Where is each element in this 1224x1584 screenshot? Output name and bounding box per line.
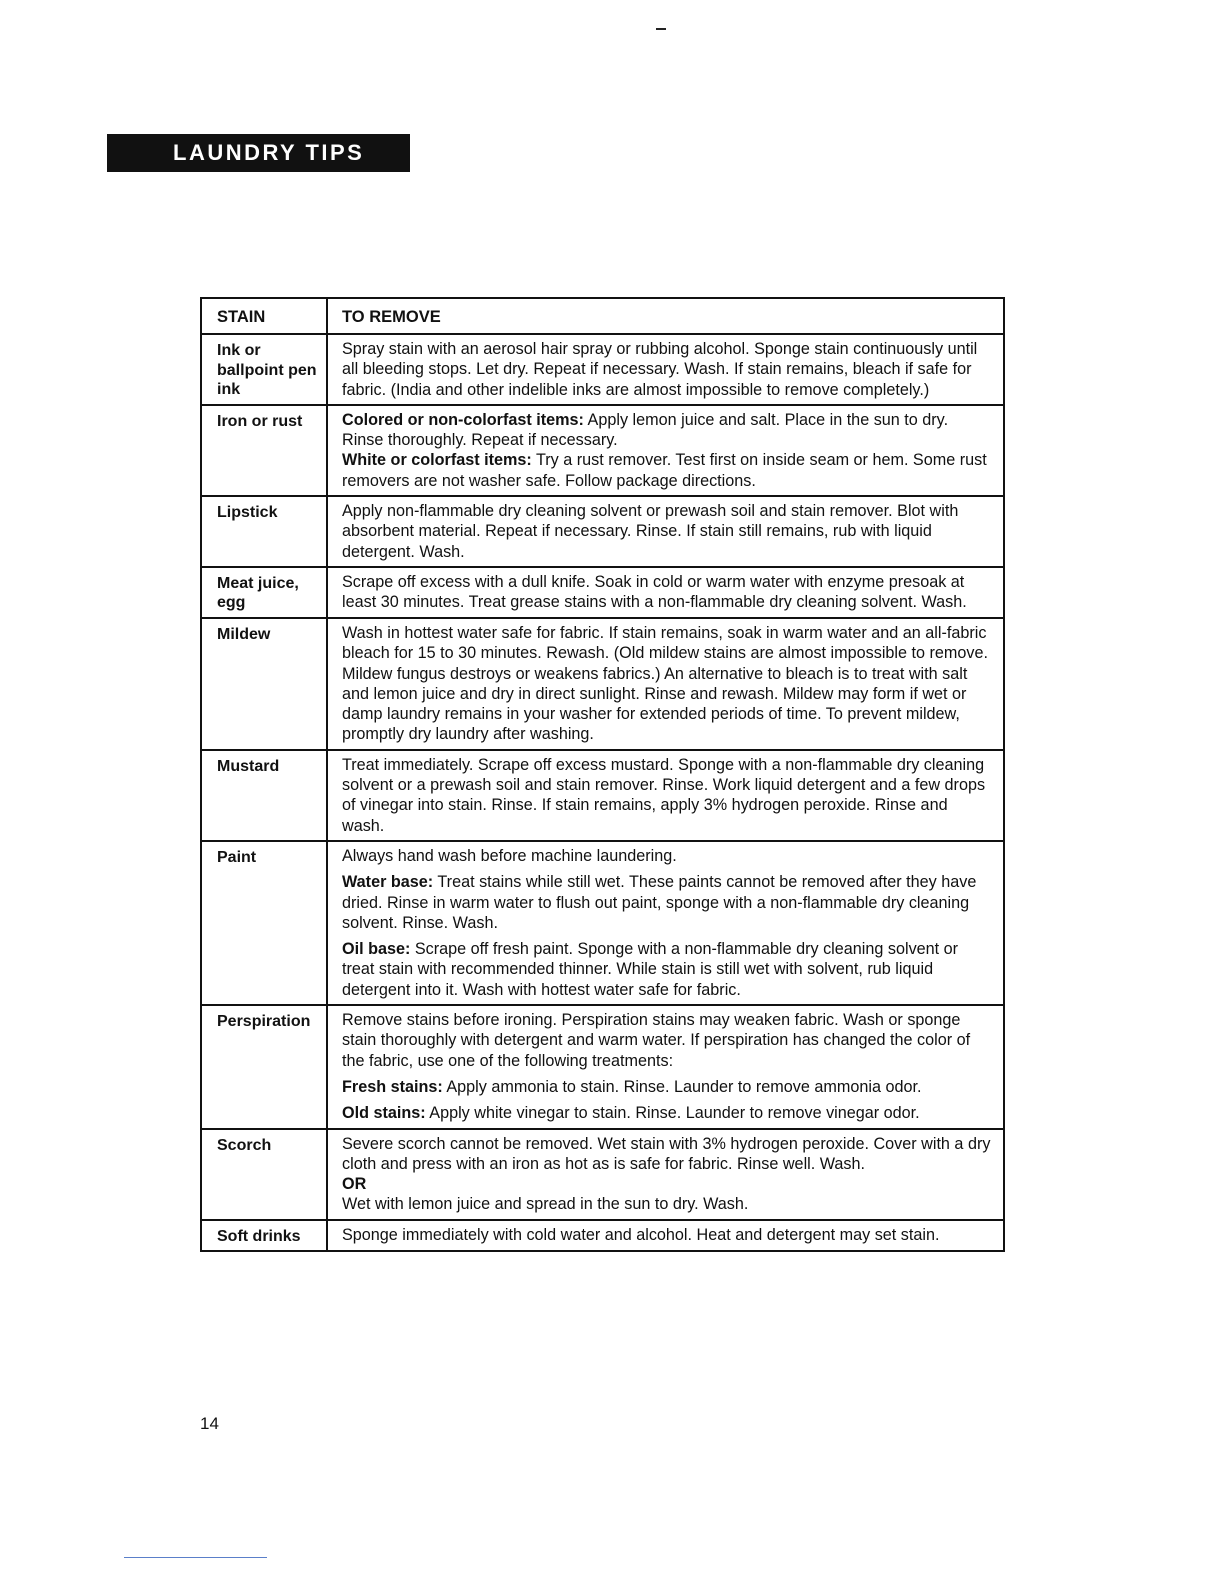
instruction-label: Fresh stains: xyxy=(342,1077,443,1096)
removal-instructions xyxy=(327,750,1004,841)
footer-rule xyxy=(124,1557,267,1558)
instruction-text: Treat immediately. Scrape off excess mustard. Sponge with a non-flammable dry cleaning solvent or a prewash soil and stain remover. Rinse. Work liquid detergent and a few drops of vinegar into stain. Rinse. If stain remains, apply 3% hydrogen peroxide. Rinse and wash. xyxy=(342,755,986,835)
or-separator: OR xyxy=(342,1175,367,1194)
page-number: 14 xyxy=(200,1414,219,1433)
stain-name: Meat juice, egg xyxy=(201,567,327,618)
instruction-text: Severe scorch cannot be removed. Wet stain with 3% hydrogen peroxide. Cover with a dry cloth and press with an iron as hot as is safe for fabric. Rinse well. Wash. xyxy=(342,1134,991,1173)
instruction-label: Oil base: xyxy=(342,940,411,959)
table-row-lipstick xyxy=(201,496,1004,567)
instruction-text: Scrape off fresh paint. Sponge with a non-flammable dry cleaning solvent or treat stain with recommended thinner. While stain is still wet with solvent, rub liquid detergent into it. Wash with hottest water safe for fabric. xyxy=(342,940,959,999)
instruction-text: Apply non-flammable dry cleaning solvent or prewash soil and stain remover. Blot with absorbent material. Repeat if necessary. Rinse. If stain still remains, rub with liquid detergent. Wash. xyxy=(342,502,959,561)
instruction-paragraph xyxy=(342,410,993,451)
instruction-paragraph xyxy=(342,1103,993,1123)
table-row-meat-juice-egg xyxy=(201,567,1004,618)
column-header-to-remove: TO REMOVE xyxy=(327,298,1004,334)
stain-name: Iron or rust xyxy=(201,405,327,496)
table-row-scorch xyxy=(201,1129,1004,1220)
table-row-mildew xyxy=(201,618,1004,750)
instruction-paragraph xyxy=(342,872,993,933)
instruction-text: Apply lemon juice and salt. Place in the sun to dry. Rinse thoroughly. Repeat if necessary. xyxy=(342,410,949,450)
instruction-text: Apply ammonia to stain. Rinse. Launder to remove ammonia odor. xyxy=(446,1077,922,1096)
stain-name: Soft drinks xyxy=(201,1220,327,1252)
section-title-banner: LAUNDRY TIPS xyxy=(107,134,410,172)
table-row-soft-drinks xyxy=(201,1220,1004,1252)
stain-name: Paint xyxy=(201,841,327,1005)
stain-name: Mustard xyxy=(201,750,327,841)
instruction-text: Sponge immediately with cold water and alcohol. Heat and detergent may set stain. xyxy=(342,1225,940,1244)
table-header-row xyxy=(201,298,1004,334)
instruction-label: Colored or non-colorfast items: xyxy=(342,410,584,429)
instruction-label: Water base: xyxy=(342,873,434,892)
table-row-paint xyxy=(201,841,1004,1005)
instruction-paragraph xyxy=(342,1077,993,1097)
removal-instructions xyxy=(327,841,1004,1005)
stain-name: Ink or ballpoint pen ink xyxy=(201,334,327,405)
instruction-paragraph xyxy=(342,939,993,1000)
stain-removal-table xyxy=(200,297,1005,1252)
stain-name: Perspiration xyxy=(201,1005,327,1128)
instruction-text: Scrape off excess with a dull knife. Soak in cold or warm water with enzyme presoak at least 30 minutes. Treat grease stains with a non-flammable dry cleaning solvent. Wash. xyxy=(342,572,967,612)
instruction-text: Remove stains before ironing. Perspiration stains may weaken fabric. Wash or sponge stain thoroughly with detergent and warm water. If perspiration has changed the color of the fabric, use one of the following treatments: xyxy=(342,1011,971,1070)
instruction-label: Old stains: xyxy=(342,1104,426,1123)
removal-instructions xyxy=(327,567,1004,618)
instruction-text: Wet with lemon juice and spread in the sun to dry. Wash. xyxy=(342,1195,749,1214)
removal-instructions xyxy=(327,334,1004,405)
stain-name: Mildew xyxy=(201,618,327,750)
instruction-text: Spray stain with an aerosol hair spray or rubbing alcohol. Sponge stain continuously until all bleeding stops. Let dry. Repeat if necessary. Wash. If stain remains, bleach if safe for fabric. (India and other indelible inks are almost impossible to remove completely.) xyxy=(342,340,978,399)
removal-instructions xyxy=(327,1005,1004,1128)
instruction-text: Apply white vinegar to stain. Rinse. Launder to remove vinegar odor. xyxy=(429,1104,920,1123)
instruction-label: White or colorfast items: xyxy=(342,451,532,470)
instruction-text: Always hand wash before machine laundering. xyxy=(342,846,677,865)
table-row-perspiration xyxy=(201,1005,1004,1128)
column-header-stain: STAIN xyxy=(201,298,327,334)
instruction-text: Try a rust remover. Test first on inside seam or hem. Some rust removers are not washer safe. Follow package directions. xyxy=(342,451,987,490)
removal-instructions xyxy=(327,1220,1004,1252)
instruction-paragraph xyxy=(342,450,993,491)
removal-instructions xyxy=(327,496,1004,567)
stain-name: Scorch xyxy=(201,1129,327,1220)
table-row-iron-rust xyxy=(201,405,1004,496)
removal-instructions xyxy=(327,618,1004,750)
removal-instructions xyxy=(327,1129,1004,1220)
instruction-text: Wash in hottest water safe for fabric. If stain remains, soak in warm water and an all-fabric bleach for 15 to 30 minutes. Rewash. (Old mildew stains are almost impossible to remove. Mildew fungus destroys or weakens fabrics.) An alternative to bleach is to treat with salt and lemon juice and dry in direct sunlight. Rinse and rewash. Mildew may form if wet or damp laundry remains in your washer for extended periods of time. To prevent mildew, promptly dry laundry after washing. xyxy=(342,623,988,744)
stain-name: Lipstick xyxy=(201,496,327,567)
removal-instructions xyxy=(327,405,1004,496)
scan-mark xyxy=(656,28,666,30)
table-row-ink xyxy=(201,334,1004,405)
table-row-mustard xyxy=(201,750,1004,841)
instruction-text: Treat stains while still wet. These paints cannot be removed after they have dried. Rinse in warm water to flush out paint, sponge with a non-flammable dry cleaning solvent. Rinse. Wash. xyxy=(342,873,977,932)
